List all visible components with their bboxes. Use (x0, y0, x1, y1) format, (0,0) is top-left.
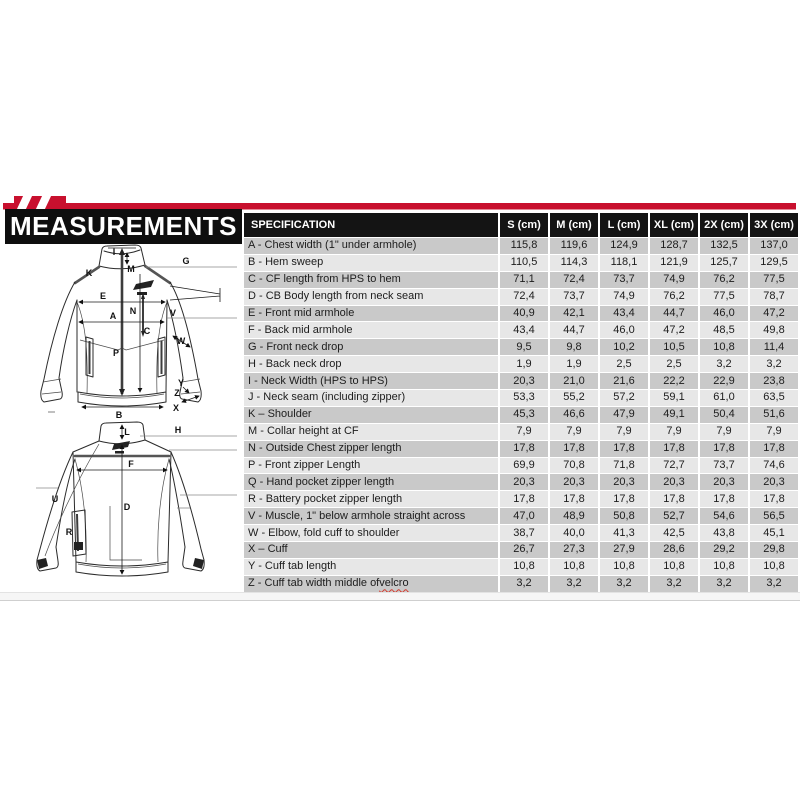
size-value-cell: 20,3 (650, 474, 698, 490)
size-value-cell: 73,7 (600, 272, 648, 288)
size-value-cell: 132,5 (700, 238, 748, 254)
size-value-cell: 27,3 (550, 542, 598, 558)
spec-label-cell: D - CB Body length from neck seam (244, 289, 498, 305)
size-value-cell: 41,3 (600, 525, 648, 541)
size-value-cell: 71,8 (600, 458, 648, 474)
size-value-cell: 45,3 (500, 407, 548, 423)
size-value-cell: 17,8 (550, 491, 598, 507)
size-value-cell: 124,9 (600, 238, 648, 254)
size-value-cell: 17,8 (650, 441, 698, 457)
size-value-cell: 49,8 (750, 322, 798, 338)
front-label-z: Z (174, 388, 180, 398)
column-header-xl: XL (cm) (650, 213, 698, 237)
spec-label-cell: M - Collar height at CF (244, 424, 498, 440)
front-label-g: G (182, 256, 190, 266)
size-value-cell: 21,0 (550, 373, 598, 389)
size-value-cell: 10,2 (600, 339, 648, 355)
measurements-title-bar (5, 209, 242, 244)
size-value-cell: 52,7 (650, 508, 698, 524)
size-value-cell: 43,8 (700, 525, 748, 541)
size-value-cell: 114,3 (550, 255, 598, 271)
spec-label-cell: K – Shoulder (244, 407, 498, 423)
front-label-x: X (172, 403, 180, 413)
size-value-cell: 17,8 (750, 441, 798, 457)
size-value-cell: 9,5 (500, 339, 548, 355)
front-label-b: B (115, 410, 123, 420)
size-value-cell: 50,8 (600, 508, 648, 524)
size-value-cell: 10,8 (500, 559, 548, 575)
size-value-cell: 20,3 (500, 373, 548, 389)
size-value-cell: 1,9 (550, 356, 598, 372)
page-title: MEASUREMENTS (9, 211, 237, 241)
size-value-cell: 21,6 (600, 373, 648, 389)
front-label-k: K (85, 268, 93, 278)
spec-label-cell: W - Elbow, fold cuff to shoulder (244, 525, 498, 541)
size-value-cell: 49,1 (650, 407, 698, 423)
size-value-cell: 10,8 (750, 559, 798, 575)
size-value-cell: 7,9 (650, 424, 698, 440)
size-value-cell: 118,1 (600, 255, 648, 271)
jacket-front-view (41, 245, 237, 420)
size-value-cell: 56,5 (750, 508, 798, 524)
size-value-cell: 17,8 (600, 491, 648, 507)
size-value-cell: 55,2 (550, 390, 598, 406)
size-value-cell: 29,8 (750, 542, 798, 558)
size-value-cell: 42,1 (550, 306, 598, 322)
size-value-cell: 48,5 (700, 322, 748, 338)
size-value-cell: 73,7 (700, 458, 748, 474)
spec-label-cell: V - Muscle, 1" below armhole straight across (244, 508, 498, 524)
size-value-cell: 17,8 (700, 441, 748, 457)
size-value-cell: 121,9 (650, 255, 698, 271)
size-value-cell: 70,8 (550, 458, 598, 474)
size-value-cell: 38,7 (500, 525, 548, 541)
size-value-cell: 7,9 (750, 424, 798, 440)
size-value-cell: 3,2 (500, 576, 548, 592)
size-value-cell: 74,9 (600, 289, 648, 305)
jacket-measurement-diagram (30, 244, 242, 594)
jacket-back-view (36, 422, 237, 576)
size-value-cell: 2,5 (650, 356, 698, 372)
size-value-cell: 10,8 (550, 559, 598, 575)
size-value-cell: 2,5 (600, 356, 648, 372)
size-value-cell: 54,6 (700, 508, 748, 524)
size-value-cell: 7,9 (500, 424, 548, 440)
size-value-cell: 46,0 (600, 322, 648, 338)
spec-label-cell: C - CF length from HPS to hem (244, 272, 498, 288)
size-value-cell: 61,0 (700, 390, 748, 406)
size-value-cell: 29,2 (700, 542, 748, 558)
size-value-cell: 10,5 (650, 339, 698, 355)
spec-label-cell: H - Back neck drop (244, 356, 498, 372)
spec-label-cell: Q - Hand pocket zipper length (244, 474, 498, 490)
size-value-cell: 7,9 (700, 424, 748, 440)
size-value-cell: 47,0 (500, 508, 548, 524)
size-value-cell: 57,2 (600, 390, 648, 406)
size-value-cell: 53,3 (500, 390, 548, 406)
size-value-cell: 77,5 (750, 272, 798, 288)
column-header-s: S (cm) (500, 213, 548, 237)
size-value-cell: 47,9 (600, 407, 648, 423)
size-value-cell: 17,8 (600, 441, 648, 457)
spec-label-cell: Z - Cuff tab width middle of velcro (244, 576, 498, 592)
size-value-cell: 20,3 (600, 474, 648, 490)
back-label-u: U (51, 494, 59, 504)
size-value-cell: 72,4 (550, 272, 598, 288)
size-value-cell: 46,6 (550, 407, 598, 423)
front-label-w: W (176, 336, 186, 346)
spec-label-cell: P - Front zipper Length (244, 458, 498, 474)
size-value-cell: 74,6 (750, 458, 798, 474)
size-value-cell: 11,4 (750, 339, 798, 355)
size-value-cell: 10,8 (700, 559, 748, 575)
back-label-r: R (65, 527, 73, 537)
front-label-p: P (112, 348, 120, 358)
size-value-cell: 22,9 (700, 373, 748, 389)
size-value-cell: 44,7 (650, 306, 698, 322)
size-value-cell: 78,7 (750, 289, 798, 305)
size-value-cell: 3,2 (600, 576, 648, 592)
size-value-cell: 51,6 (750, 407, 798, 423)
size-value-cell: 27,9 (600, 542, 648, 558)
size-value-cell: 42,5 (650, 525, 698, 541)
size-value-cell: 17,8 (550, 441, 598, 457)
size-value-cell: 129,5 (750, 255, 798, 271)
size-value-cell: 17,8 (700, 491, 748, 507)
spec-label-cell: B - Hem sweep (244, 255, 498, 271)
size-spec-table (244, 213, 798, 592)
size-value-cell: 50,4 (700, 407, 748, 423)
size-value-cell: 128,7 (650, 238, 698, 254)
front-label-i: I (112, 247, 116, 257)
back-label-f: F (128, 459, 134, 469)
size-value-cell: 17,8 (750, 491, 798, 507)
size-value-cell: 69,9 (500, 458, 548, 474)
front-label-a: A (109, 311, 117, 321)
size-value-cell: 7,9 (550, 424, 598, 440)
spec-label-cell: F - Back mid armhole (244, 322, 498, 338)
size-value-cell: 119,6 (550, 238, 598, 254)
size-value-cell: 48,9 (550, 508, 598, 524)
size-value-cell: 110,5 (500, 255, 548, 271)
size-value-cell: 40,0 (550, 525, 598, 541)
size-value-cell: 45,1 (750, 525, 798, 541)
size-value-cell: 10,8 (600, 559, 648, 575)
spec-label-cell: Y - Cuff tab length (244, 559, 498, 575)
size-value-cell: 17,8 (650, 491, 698, 507)
back-label-h: H (174, 425, 182, 435)
size-value-cell: 22,2 (650, 373, 698, 389)
spec-label-cell: E - Front mid armhole (244, 306, 498, 322)
front-label-e: E (99, 291, 107, 301)
size-value-cell: 71,1 (500, 272, 548, 288)
back-label-d: D (123, 502, 131, 512)
size-value-cell: 115,8 (500, 238, 548, 254)
back-label-l: L (124, 427, 130, 437)
column-header-m: M (cm) (550, 213, 598, 237)
size-value-cell: 74,9 (650, 272, 698, 288)
size-value-cell: 47,2 (750, 306, 798, 322)
size-value-cell: 20,3 (700, 474, 748, 490)
spec-label-cell: N - Outside Chest zipper length (244, 441, 498, 457)
size-value-cell: 59,1 (650, 390, 698, 406)
size-value-cell: 137,0 (750, 238, 798, 254)
size-value-cell: 3,2 (750, 576, 798, 592)
column-header-2x: 2X (cm) (700, 213, 748, 237)
size-value-cell: 72,7 (650, 458, 698, 474)
front-label-y: Y (177, 378, 185, 388)
front-label-m: M (127, 264, 135, 274)
size-value-cell: 3,2 (700, 356, 748, 372)
size-value-cell: 3,2 (750, 356, 798, 372)
spec-label-cell: G - Front neck drop (244, 339, 498, 355)
size-value-cell: 63,5 (750, 390, 798, 406)
size-value-cell: 46,0 (700, 306, 748, 322)
front-label-n: N (129, 306, 137, 316)
size-value-cell: 10,8 (650, 559, 698, 575)
size-value-cell: 20,3 (550, 474, 598, 490)
size-value-cell: 3,2 (650, 576, 698, 592)
size-value-cell: 7,9 (600, 424, 648, 440)
spec-label-cell: I - Neck Width (HPS to HPS) (244, 373, 498, 389)
size-value-cell: 76,2 (650, 289, 698, 305)
size-value-cell: 40,9 (500, 306, 548, 322)
size-value-cell: 44,7 (550, 322, 598, 338)
size-value-cell: 20,3 (500, 474, 548, 490)
size-value-cell: 9,8 (550, 339, 598, 355)
spec-label-cell: R - Battery pocket zipper length (244, 491, 498, 507)
size-value-cell: 43,4 (600, 306, 648, 322)
size-value-cell: 1,9 (500, 356, 548, 372)
size-value-cell: 20,3 (750, 474, 798, 490)
size-value-cell: 76,2 (700, 272, 748, 288)
size-value-cell: 47,2 (650, 322, 698, 338)
column-header-3x: 3X (cm) (750, 213, 798, 237)
size-value-cell: 73,7 (550, 289, 598, 305)
size-value-cell: 26,7 (500, 542, 548, 558)
size-value-cell: 3,2 (550, 576, 598, 592)
front-label-v: V (169, 308, 177, 318)
size-value-cell: 17,8 (500, 491, 548, 507)
spec-label-cell: A - Chest width (1" under armhole) (244, 238, 498, 254)
size-value-cell: 72,4 (500, 289, 548, 305)
size-value-cell: 23,8 (750, 373, 798, 389)
size-value-cell: 28,6 (650, 542, 698, 558)
size-value-cell: 17,8 (500, 441, 548, 457)
size-value-cell: 3,2 (700, 576, 748, 592)
spec-label-cell: X – Cuff (244, 542, 498, 558)
size-value-cell: 10,8 (700, 339, 748, 355)
size-value-cell: 43,4 (500, 322, 548, 338)
column-header-l: L (cm) (600, 213, 648, 237)
column-header-specification: SPECIFICATION (244, 213, 498, 237)
size-value-cell: 77,5 (700, 289, 748, 305)
front-label-c: C (143, 326, 151, 336)
misspelled-word: velcro (379, 577, 409, 590)
spec-label-cell: J - Neck seam (including zipper) (244, 390, 498, 406)
size-value-cell: 125,7 (700, 255, 748, 271)
